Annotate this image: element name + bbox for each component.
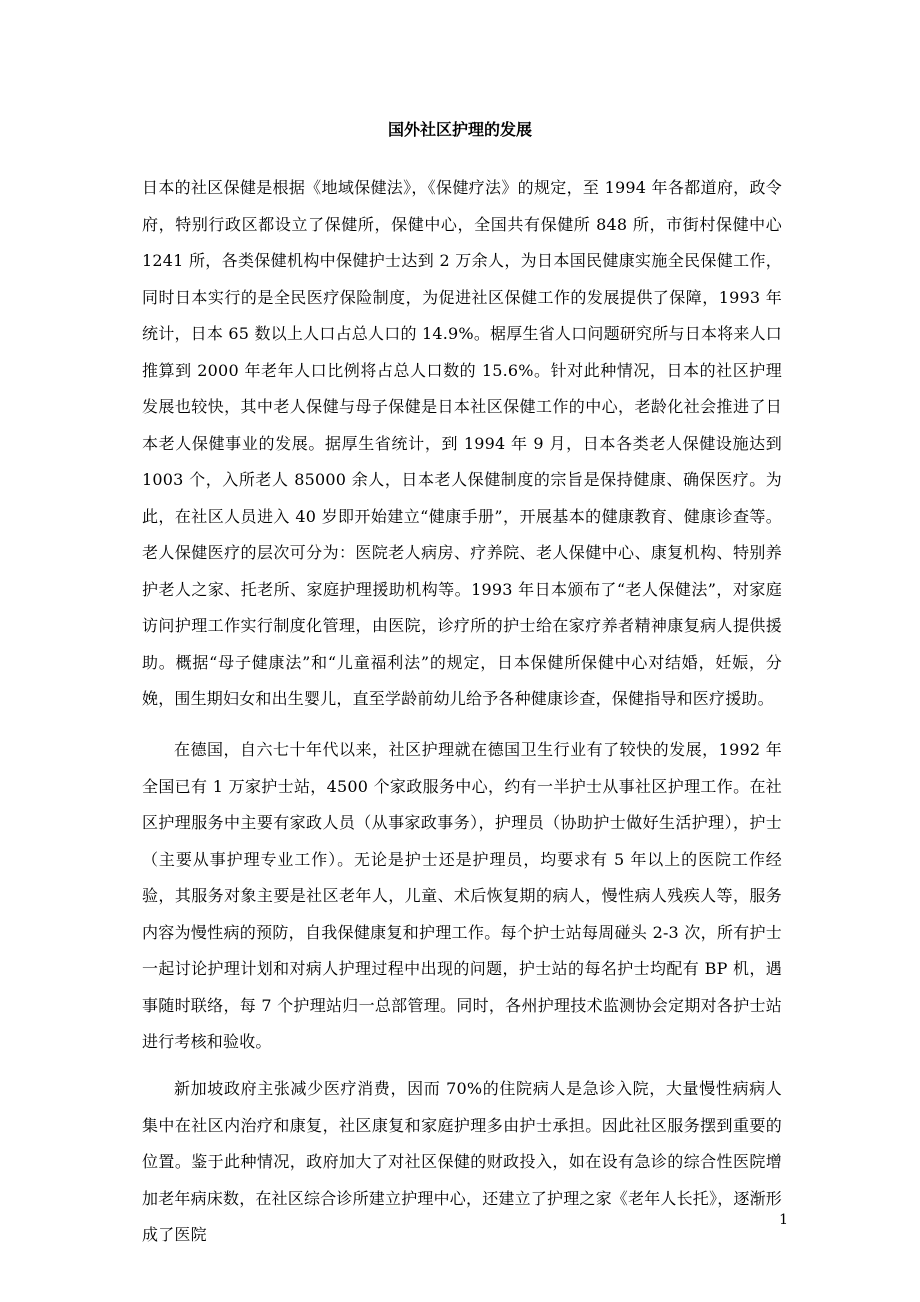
document-title: 国外社区护理的发展	[387, 120, 532, 139]
page-number: 1	[779, 1212, 788, 1228]
paragraph-japan: 日本的社区保健是根据《地域保健法》，《保健疗法》的规定，至 1994 年各都道府，政令府，特别行政区都设立了保健所，保健中心，全国共有保健所 848 所，市街村保健中心 1241 所，各类保健机构中保健护士达到 2 万余人，为日本国民健康实施全民保健工作，同时日本实行的是全民医疗保险制度，为促进社区保健工作的发展提供了保障，1993 年统计，日本 65 数以上人口占总人口的 14.9%。椐厚生省人口问题研究所与日本将来人口推算到 2000 年老年人口比例将占总人口数的 15.6%。针对此种情况，日本的社区护理发展也较快，其中老人保健与母子保健是日本社区保健工作的中心，老龄化社会推进了日本老人保健事业的发展。据厚生省统计，到 1994 年 9 月，日本各类老人保健设施达到 1003 个，入所老人 85000 余人，日本老人保健制度的宗旨是保持健康、确保医疗。为此，在社区人员进入 40 岁即开始建立“健康手册”，开展基本的健康教育、健康诊查等。老人保健医疗的层次可分为：医院老人病房、疗养院、老人保健中心、康复机构、特别养护老人之家、托老所、家庭护理援助机构等。1993 年日本颁布了“老人保健法”，对家庭访问护理工作实行制度化管理，由医院，诊疗所的护士给在家疗养者精神康复病人提供援助。概据“母子健康法”和“儿童福利法”的规定，日本保健所保健中心对结婚，妊娠，分娩，围生期妇女和出生婴儿，直至学龄前幼儿给予各种健康诊查，保健指导和医疗援助。	[142, 178, 782, 708]
paragraph-germany: 在德国，自六七十年代以来，社区护理就在德国卫生行业有了较快的发展，1992 年全国已有 1 万家护士站，4500 个家政服务中心，约有一半护士从事社区护理工作。在社区护理服务中主要有家政人员（从事家政事务），护理员（协助护士做好生活护理），护士（主要从事护理专业工作）。无论是护士还是护理员，均要求有 5 年以上的医院工作经验，其服务对象主要是社区老年人，儿童、术后恢复期的病人，慢性病人残疾人等，服务内容为慢性病的预防，自我保健康复和护理工作。每个护士站每周碰头 2-3 次，所有护士一起讨论护理计划和对病人护理过程中出现的问题，护士站的每名护士均配有 BP 机，遇事随时联络，每 7 个护理站归一总部管理。同时，各州护理技术监测协会定期对各护士站进行考核和验收。	[142, 740, 782, 1051]
paragraph-singapore: 新加坡政府主张减少医疗消费，因而 70%的住院病人是急诊入院，大量慢性病病人集中在社区内治疗和康复，社区康复和家庭护理多由护士承担。因此社区服务摆到重要的位置。鉴于此种情况，政府加大了对社区保健的财政投入，如在设有急诊的综合性医院增加老年病床数，在社区综合诊所建立护理中心，还建立了护理之家《老年人长托》，逐渐形成了医院	[142, 1079, 783, 1244]
